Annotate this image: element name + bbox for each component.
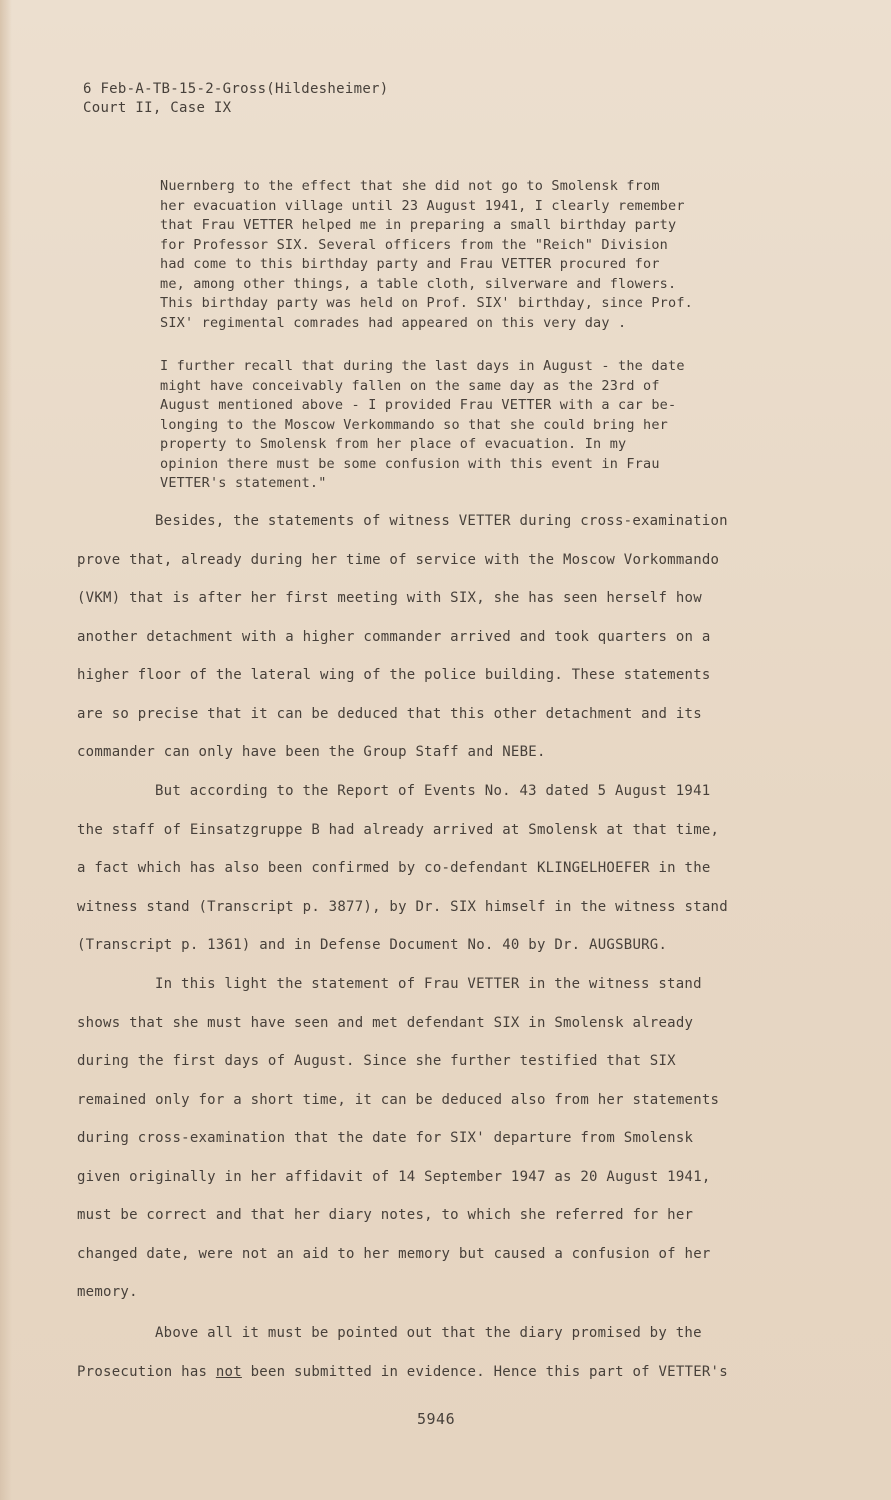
quote-line: might have conceivably fallen on the same day as the 23rd of xyxy=(160,377,660,394)
body-line: witness stand (Transcript p. 3877), by Dr. SIX himself in the witness stand xyxy=(77,898,728,915)
body-line xyxy=(77,1353,817,1392)
quote-paragraph-2 xyxy=(160,357,800,494)
body-line: changed date, were not an aid to her memory but caused a confusion of her xyxy=(77,1245,711,1262)
quote-line: for Professor SIX. Several officers from the "Reich" Division xyxy=(160,236,668,253)
quote-line: longing to the Moscow Verkommando so that she could bring her xyxy=(160,416,668,433)
body-line: Above all it must be pointed out that the diary promised by the xyxy=(155,1325,702,1341)
body-text-segment: Prosecution has xyxy=(77,1363,216,1380)
document-header xyxy=(83,80,389,118)
body-line: during cross-examination that the date for SIX' departure from Smolensk xyxy=(77,1130,694,1146)
body-line: prove that, already during her time of service with the Moscow Vorkommando xyxy=(77,551,720,568)
body-line: higher floor of the lateral wing of the police building. These statements xyxy=(77,667,711,683)
quote-line: opinion there must be some confusion with this event in Frau xyxy=(160,455,660,472)
page-number: 5946 xyxy=(417,1410,456,1428)
body-line: Besides, the statements of witness VETTER during cross-examination xyxy=(155,513,728,529)
body-line: (Transcript p. 1361) and in Defense Document No. 40 by Dr. AUGSBURG. xyxy=(77,937,668,953)
body-line: must be correct and that her diary notes, to which she referred for her xyxy=(77,1207,694,1223)
header-reference: 6 Feb-A-TB-15-2-Gross(Hildesheimer) xyxy=(83,81,389,97)
body-line: shows that she must have seen and met defendant SIX in Smolensk already xyxy=(77,1014,694,1031)
body-line: But according to the Report of Events No. 43 dated 5 August 1941 xyxy=(155,783,711,799)
body-line: memory. xyxy=(77,1284,138,1300)
body-line: (VKM) that is after her first meeting with SIX, she has seen herself how xyxy=(77,590,702,606)
quote-line: Nuernberg to the effect that she did not go to Smolensk from xyxy=(160,178,660,194)
body-line: In this light the statement of Frau VETTER in the witness stand xyxy=(155,976,702,992)
quote-line: August mentioned above - I provided Frau VETTER with a car be- xyxy=(160,397,677,413)
body-line: are so precise that it can be deduced that this other detachment and its xyxy=(77,705,702,722)
quote-line: SIX' regimental comrades had appeared on this very day . xyxy=(160,314,627,331)
quote-paragraph-1 xyxy=(160,177,800,333)
quote-line: that Frau VETTER helped me in preparing a small birthday party xyxy=(160,217,677,233)
underlined-word: not xyxy=(215,1363,242,1380)
body-text-segment: been submitted in evidence. Hence this part of VETTER's xyxy=(241,1363,728,1380)
body-line: commander can only have been the Group Staff and NEBE. xyxy=(77,744,546,760)
body-paragraph-4 xyxy=(77,1314,817,1391)
body-paragraph-1 xyxy=(77,502,817,772)
body-paragraph-3 xyxy=(77,965,817,1312)
body-line: remained only for a short time, it can be deduced also from her statements xyxy=(77,1091,720,1108)
body-line: during the first days of August. Since she further testified that SIX xyxy=(77,1053,676,1069)
body-paragraph-2 xyxy=(77,772,817,965)
header-court-case: Court II, Case IX xyxy=(83,100,232,116)
body-line: a fact which has also been confirmed by co-defendant KLINGELHOEFER in the xyxy=(77,860,711,876)
page-edge-shadow xyxy=(0,0,12,1500)
quote-line: had come to this birthday party and Frau VETTER procured for xyxy=(160,256,660,272)
quote-line: This birthday party was held on Prof. SIX' birthday, since Prof. xyxy=(160,295,693,311)
body-line: another detachment with a higher commander arrived and took quarters on a xyxy=(77,628,711,645)
quote-line: VETTER's statement." xyxy=(160,475,327,491)
quote-line: I further recall that during the last days in August - the date xyxy=(160,358,685,374)
quote-line: me, among other things, a table cloth, silverware and flowers. xyxy=(160,275,677,292)
body-line: given originally in her affidavit of 14 September 1947 as 20 August 1941, xyxy=(77,1168,711,1185)
quote-line: property to Smolensk from her place of evacuation. In my xyxy=(160,436,627,452)
body-line: the staff of Einsatzgruppe B had already arrived at Smolensk at that time, xyxy=(77,821,720,838)
quote-line: her evacuation village until 23 August 1941, I clearly remember xyxy=(160,197,685,214)
